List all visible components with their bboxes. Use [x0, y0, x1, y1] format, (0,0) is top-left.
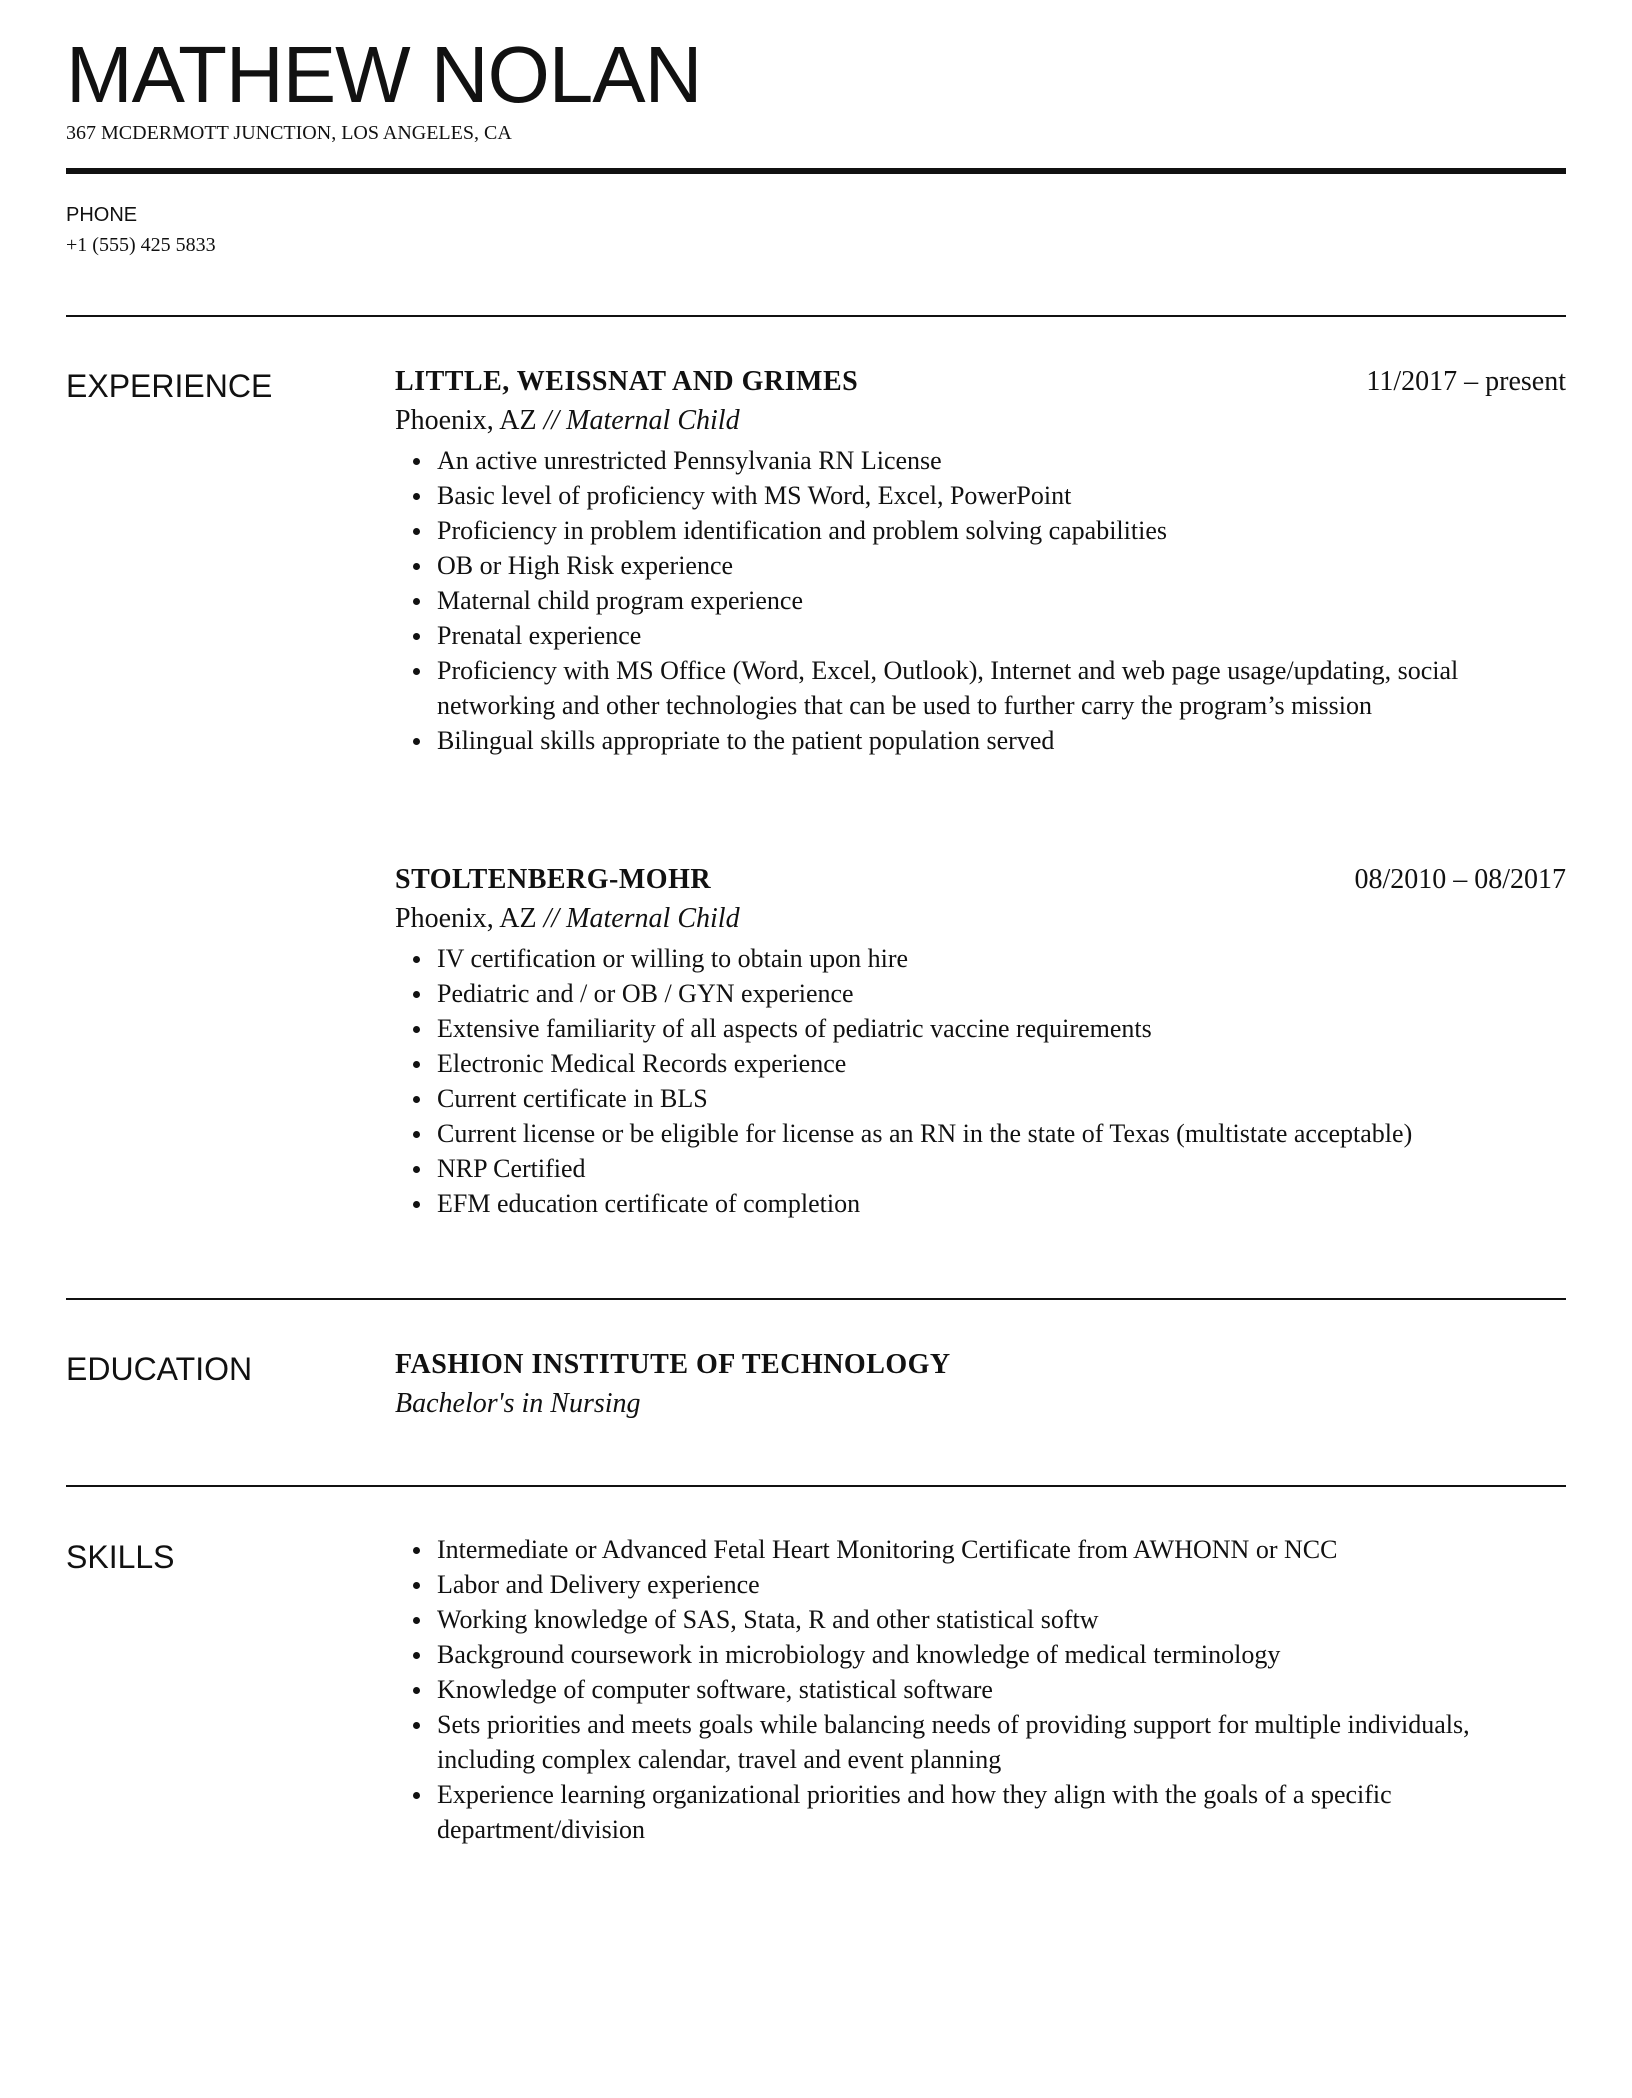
job-dates: 11/2017 – present	[1366, 366, 1566, 397]
list-item: Maternal child program experience	[437, 583, 1566, 618]
job-location-line	[395, 899, 1566, 939]
section-divider	[66, 315, 1566, 317]
header-divider	[66, 168, 1566, 174]
list-item: Pediatric and / or OB / GYN experience	[437, 976, 1566, 1011]
list-item: Basic level of proficiency with MS Word, Excel, PowerPoint	[437, 478, 1566, 513]
education-degree: Bachelor's in Nursing	[395, 1388, 641, 1419]
job-location: Phoenix, AZ	[395, 903, 537, 934]
job-separator: //	[543, 405, 560, 436]
list-item: Experience learning organizational priorities and how they align with the goals of a specific department/division	[437, 1777, 1566, 1847]
candidate-address: 367 MCDERMOTT JUNCTION, LOS ANGELES, CA	[66, 122, 512, 144]
job-role: Maternal Child	[566, 405, 740, 436]
phone-label: PHONE	[66, 204, 138, 226]
list-item: OB or High Risk experience	[437, 548, 1566, 583]
list-item: Proficiency in problem identification and problem solving capabilities	[437, 513, 1566, 548]
list-item: Intermediate or Advanced Fetal Heart Monitoring Certificate from AWHONN or NCC	[437, 1532, 1566, 1567]
list-item: Working knowledge of SAS, Stata, R and other statistical softw	[437, 1602, 1566, 1637]
job-dates: 08/2010 – 08/2017	[1354, 864, 1566, 895]
list-item: Electronic Medical Records experience	[437, 1046, 1566, 1081]
job-company: STOLTENBERG-MOHR	[395, 864, 712, 895]
section-divider	[66, 1485, 1566, 1487]
job-bullets	[395, 443, 1566, 758]
job-entry	[395, 363, 1566, 758]
job-location-line	[395, 401, 1566, 441]
skills-content	[395, 1532, 1566, 1847]
list-item: Extensive familiarity of all aspects of pediatric vaccine requirements	[437, 1011, 1566, 1046]
job-bullets	[395, 941, 1566, 1221]
job-role: Maternal Child	[566, 903, 740, 934]
skills-heading: SKILLS	[66, 1539, 175, 1575]
list-item: Labor and Delivery experience	[437, 1567, 1566, 1602]
job-company: LITTLE, WEISSNAT AND GRIMES	[395, 366, 859, 397]
phone-number: +1 (555) 425 5833	[66, 234, 216, 256]
education-school: FASHION INSTITUTE OF TECHNOLOGY	[395, 1349, 951, 1380]
skills-list	[395, 1532, 1566, 1847]
list-item: Current certificate in BLS	[437, 1081, 1566, 1116]
list-item: Sets priorities and meets goals while balancing needs of providing support for multiple individuals, including complex calendar, travel and event planning	[437, 1707, 1566, 1777]
list-item: Prenatal experience	[437, 618, 1566, 653]
job-separator: //	[543, 903, 560, 934]
list-item: Current license or be eligible for license as an RN in the state of Texas (multistate acceptable)	[437, 1116, 1566, 1151]
list-item: NRP Certified	[437, 1151, 1566, 1186]
candidate-name: MATHEW NOLAN	[66, 30, 702, 119]
education-content	[395, 1346, 1566, 1424]
job-entry	[395, 861, 1566, 1221]
education-heading: EDUCATION	[66, 1351, 253, 1387]
section-divider	[66, 1298, 1566, 1300]
list-item: Proficiency with MS Office (Word, Excel, Outlook), Internet and web page usage/updating, social networking and other technologies that can be used to further carry the program’s mission	[437, 653, 1566, 723]
list-item: Background coursework in microbiology and knowledge of medical terminology	[437, 1637, 1566, 1672]
job-location: Phoenix, AZ	[395, 405, 537, 436]
list-item: Bilingual skills appropriate to the patient population served	[437, 723, 1566, 758]
list-item: An active unrestricted Pennsylvania RN License	[437, 443, 1566, 478]
list-item: Knowledge of computer software, statistical software	[437, 1672, 1566, 1707]
experience-heading: EXPERIENCE	[66, 368, 273, 404]
list-item: IV certification or willing to obtain upon hire	[437, 941, 1566, 976]
list-item: EFM education certificate of completion	[437, 1186, 1566, 1221]
